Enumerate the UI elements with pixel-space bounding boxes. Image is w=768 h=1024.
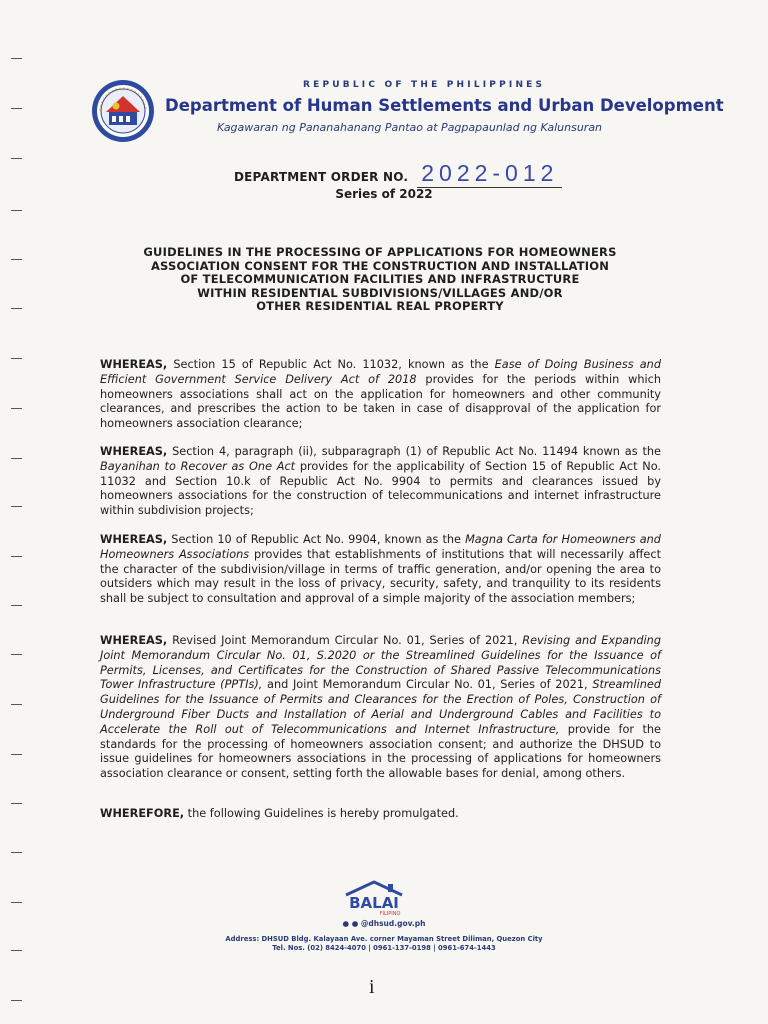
twitter-icon: ● (351, 919, 359, 928)
social-handle: @dhsud.gov.ph (360, 919, 426, 928)
department-name: Department of Human Settlements and Urban Development (165, 96, 724, 115)
edge-mark (11, 654, 22, 655)
whereas-paragraph-3 (100, 533, 661, 607)
paragraph-lead: WHEREAS, (100, 634, 168, 647)
edge-mark (11, 458, 22, 459)
paragraph-text: Section 15 of Republic Act No. 11032, known as the (167, 358, 495, 371)
edge-mark (11, 902, 22, 903)
edge-mark (11, 308, 22, 309)
title-line: WITHIN RESIDENTIAL SUBDIVISIONS/VILLAGES AND/OR (197, 285, 563, 300)
svg-text:BALAI: BALAI (349, 894, 399, 912)
edge-mark (11, 158, 22, 159)
paragraph-text: and Joint Memorandum Circular No. 01, Series of 2021, (262, 678, 593, 692)
whereas-paragraph-4 (100, 634, 661, 782)
department-name-filipino: Kagawaran ng Pananahanang Pantao at Pagpapaunlad ng Kalunsuran (217, 121, 603, 134)
paragraph-text: the following Guidelines is hereby promulgated. (184, 807, 459, 820)
edge-mark (11, 506, 22, 507)
paragraph-lead: WHEREAS, (100, 445, 168, 458)
paragraph-text: Section 4, paragraph (ii), subparagraph (1) of Republic Act No. 11494 known as the (167, 445, 661, 458)
whereas-paragraph-1 (100, 358, 661, 432)
paragraph-text: provide for the standards for the processing of homeowners association consent; and authorize the DHSUD to issue guidelines for homeowners associations in the processing of applications for homeowners association clearance or consent, setting forth the allowable bases for denial, among others. (100, 722, 661, 781)
edge-mark (11, 605, 22, 606)
paragraph-lead: WHEREAS, (100, 358, 168, 371)
edge-mark (11, 408, 22, 409)
footer-telephone: Tel. Nos. (02) 8424-4070 | 0961-137-0198 | 0961-674-1443 (272, 944, 496, 952)
act-title: Ease of Doing Business and Efficient Government Service Delivery Act of 2018 (100, 358, 661, 386)
whereas-paragraph-2 (100, 445, 661, 519)
document-title (100, 246, 660, 314)
republic-heading: REPUBLIC OF THE PHILIPPINES (303, 80, 546, 90)
paragraph-lead: WHEREFORE, (100, 807, 185, 820)
title-line: OF TELECOMMUNICATION FACILITIES AND INFRASTRUCTURE (180, 272, 580, 286)
edge-mark (11, 852, 22, 853)
edge-mark (11, 803, 22, 804)
title-line: OTHER RESIDENTIAL REAL PROPERTY (256, 299, 504, 313)
title-line: ASSOCIATION CONSENT FOR THE CONSTRUCTION AND INSTALLATION (150, 258, 610, 273)
edge-mark (11, 259, 22, 260)
order-number: 2022-012 (417, 160, 562, 188)
edge-mark (11, 108, 22, 109)
dhsud-seal-icon (90, 78, 156, 144)
footer-address: Address: DHSUD Bldg. Kalayaan Ave. corner Mayaman Street Diliman, Quezon City (225, 935, 543, 943)
edge-mark (11, 704, 22, 705)
svg-text:FILIPINO: FILIPINO (379, 911, 401, 917)
paragraph-text: provides that establishments of institutions that will necessarily affect the character of the subdivision/village in terms of traffic generation, and/or opening the area to outsiders which may result in the loss of privacy, security, safety, and tranquility to its residents shall be subject to consultation and approval of a simple majority of the association members; (100, 547, 661, 606)
order-label: DEPARTMENT ORDER NO. (234, 170, 409, 184)
facebook-icon: ● (342, 919, 350, 928)
edge-mark (11, 210, 22, 211)
order-series: Series of 2022 (335, 187, 433, 201)
title-line: GUIDELINES IN THE PROCESSING OF APPLICATIONS FOR HOMEOWNERS (143, 245, 617, 259)
paragraph-text: provides for the applicability of Section 15 of Republic Act No. 11032 and Section 10.k of Republic Act No. 9904 to permits and clearances issued by homeowners associations for the construction of telecommunications and internet infrastructure within subdivision projects; (100, 459, 662, 518)
wherefore-paragraph (100, 807, 661, 822)
paragraph-text: Revised Joint Memorandum Circular No. 01, Series of 2021, (167, 634, 523, 647)
edge-mark (11, 1000, 22, 1001)
edge-mark (11, 754, 22, 755)
circular-title: Revising and Expanding Joint Memorandum Circular No. 01, S.2020 or the Streamlined Guidelines for the Issuance of Permits, Licenses, and Certificates for the Construction of Shared Passive Telecommunications Tower Infrastructure (PPTIs), (100, 634, 661, 692)
order-number-line (234, 160, 562, 188)
edge-mark (11, 58, 22, 59)
edge-mark (11, 358, 22, 359)
act-title: Bayanihan to Recover as One Act (100, 459, 296, 473)
balai-logo-icon (338, 879, 410, 917)
letterhead (90, 74, 724, 144)
page-number: i (369, 976, 375, 998)
paragraph-text: provides for the periods within which homeowners associations shall act on the application for homeowners and other community clearances, and prescribes the action to be taken in case of disapproval of the application for homeowners association clearance; (100, 372, 661, 431)
paragraph-lead: WHEREAS, (100, 533, 168, 546)
circular-title: Streamlined Guidelines for the Issuance of Permits and Clearances for the Erection of Poles, Construction of Underground Fiber Ducts and Installation of Aerial and Underground Cables and Facilities to Accelerate the Roll out of Telecommunications and Internet Infrastructure, (100, 678, 661, 736)
footer-social (0, 919, 768, 928)
act-title: Magna Carta for Homeowners and Homeowners Associations (100, 533, 661, 561)
edge-mark (11, 556, 22, 557)
paragraph-text: Section 10 of Republic Act No. 9904, known as the (167, 533, 466, 546)
footer-address-block (0, 935, 768, 953)
